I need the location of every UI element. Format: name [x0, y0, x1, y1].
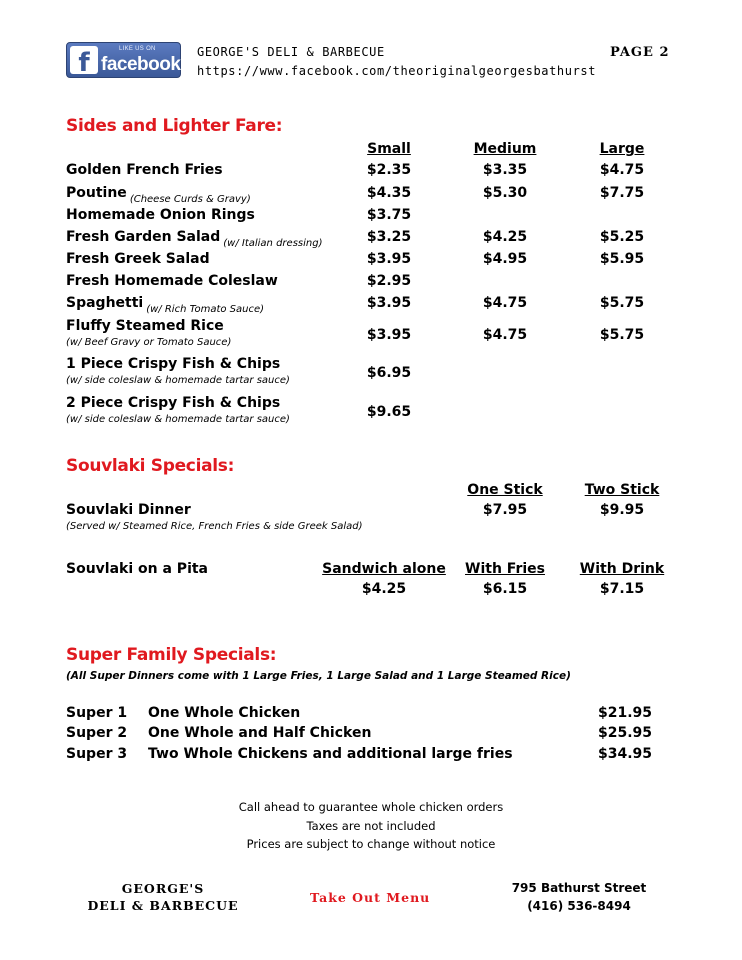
- menu-item-name: Spaghetti: [66, 295, 144, 311]
- price-medium: $5.30: [482, 185, 528, 201]
- footer-name-line-2: DELI & BARBECUE: [87, 898, 239, 913]
- family-desc: Two Whole Chickens and additional large fries: [148, 746, 513, 762]
- col-small-header: Small: [367, 141, 411, 157]
- page-number: PAGE 2: [610, 45, 670, 60]
- price-small: $3.95: [366, 295, 412, 311]
- family-heading: Super Family Specials:: [66, 645, 277, 665]
- footer-address: 795 Bathurst Street: [511, 881, 647, 895]
- price-medium: $4.75: [482, 295, 528, 311]
- menu-item-note: (Cheese Curds & Gravy): [129, 194, 251, 205]
- menu-item-sub: (w/ side coleslaw & homemade tartar sauce): [66, 414, 290, 425]
- menu-item-name: Fresh Homemade Coleslaw: [66, 273, 278, 289]
- menu-item-name: Homemade Onion Rings: [66, 207, 255, 223]
- price-medium: $3.35: [482, 162, 528, 178]
- family-desc: One Whole Chicken: [148, 705, 301, 721]
- col-sandwich-header: Sandwich alone: [322, 561, 446, 577]
- col-with-drink-header: With Drink: [579, 561, 665, 577]
- menu-item-name: 2 Piece Crispy Fish & Chips: [66, 395, 281, 411]
- price-small: $2.35: [366, 162, 412, 178]
- price-large: $5.25: [599, 229, 645, 245]
- col-large-header: Large: [599, 141, 645, 157]
- menu-item-note: (w/ Italian dressing): [223, 238, 323, 249]
- col-with-fries-header: With Fries: [465, 561, 545, 577]
- souvlaki-dinner-sub: (Served w/ Steamed Rice, French Fries & side Greek Salad): [66, 521, 363, 532]
- col-one-stick-header: One Stick: [467, 482, 543, 498]
- family-code: Super 1: [66, 705, 128, 721]
- family-price: $21.95: [598, 705, 653, 721]
- menu-item-sub: (w/ Beef Gravy or Tomato Sauce): [66, 337, 232, 348]
- price-small: $4.35: [366, 185, 412, 201]
- note-line-3: Prices are subject to change without notice: [246, 837, 496, 851]
- pita-price-fries: $6.15: [482, 581, 528, 597]
- menu-item-name: Fresh Greek Salad: [66, 251, 210, 267]
- price-small: $3.95: [366, 251, 412, 267]
- price-large: $5.95: [599, 251, 645, 267]
- footer-take-out-menu: Take Out Menu: [310, 890, 431, 905]
- menu-item-note-wrap: [146, 299, 264, 317]
- price-small: $3.25: [366, 229, 412, 245]
- souvlaki-dinner-name: Souvlaki Dinner: [66, 502, 191, 518]
- price-large: $4.75: [599, 162, 645, 178]
- menu-item-name: 1 Piece Crispy Fish & Chips: [66, 356, 281, 372]
- price-small: $3.95: [366, 327, 412, 343]
- menu-item-name: Fluffy Steamed Rice: [66, 318, 224, 334]
- price-medium: $4.95: [482, 251, 528, 267]
- price-large: $5.75: [599, 295, 645, 311]
- family-price: $34.95: [598, 746, 653, 762]
- souvlaki-heading: Souvlaki Specials:: [66, 456, 235, 476]
- menu-item-note: (w/ Rich Tomato Sauce): [146, 304, 265, 315]
- note-line-2: Taxes are not included: [306, 819, 436, 833]
- badge-word: facebook: [101, 54, 181, 75]
- pita-price-drink: $7.15: [599, 581, 645, 597]
- family-note: (All Super Dinners come with 1 Large Fries, 1 Large Salad and 1 Large Steamed Rice): [66, 670, 571, 682]
- badge-small-text: LIKE US ON: [119, 46, 156, 52]
- col-medium-header: Medium: [473, 141, 537, 157]
- price-large: $7.75: [599, 185, 645, 201]
- souvlaki-dinner-price-one: $7.95: [482, 502, 528, 518]
- facebook-like-badge[interactable]: [66, 42, 181, 78]
- menu-item-sub: (w/ side coleslaw & homemade tartar sauce): [66, 375, 290, 386]
- facebook-f-icon: f: [70, 46, 98, 74]
- menu-item-name: Golden French Fries: [66, 162, 223, 178]
- menu-item-name: Poutine: [66, 185, 127, 201]
- footer-name-line-1: GEORGE'S: [121, 881, 205, 896]
- souvlaki-dinner-price-two: $9.95: [599, 502, 645, 518]
- pita-price-sandwich: $4.25: [361, 581, 407, 597]
- price-medium: $4.75: [482, 327, 528, 343]
- price-large: $5.75: [599, 327, 645, 343]
- sides-heading: Sides and Lighter Fare:: [66, 116, 283, 136]
- price-small: $6.95: [366, 365, 412, 381]
- price-small: $3.75: [366, 207, 412, 223]
- menu-item-note-wrap: [130, 189, 251, 207]
- menu-item-note-wrap: [223, 233, 322, 251]
- price-medium: $4.25: [482, 229, 528, 245]
- family-code: Super 2: [66, 725, 128, 741]
- menu-item-name: Fresh Garden Salad: [66, 229, 221, 245]
- family-code: Super 3: [66, 746, 128, 762]
- family-price: $25.95: [598, 725, 653, 741]
- family-desc: One Whole and Half Chicken: [148, 725, 372, 741]
- price-small: $9.65: [366, 404, 412, 420]
- col-two-stick-header: Two Stick: [584, 482, 660, 498]
- souvlaki-pita-name: Souvlaki on a Pita: [66, 561, 209, 577]
- header-url[interactable]: https://www.facebook.com/theoriginalgeorgesbathurst: [197, 64, 597, 78]
- footer-phone: (416) 536-8494: [527, 899, 631, 913]
- note-line-1: Call ahead to guarantee whole chicken orders: [238, 800, 504, 814]
- header-title: GEORGE'S DELI & BARBECUE: [197, 45, 385, 59]
- price-small: $2.95: [366, 273, 412, 289]
